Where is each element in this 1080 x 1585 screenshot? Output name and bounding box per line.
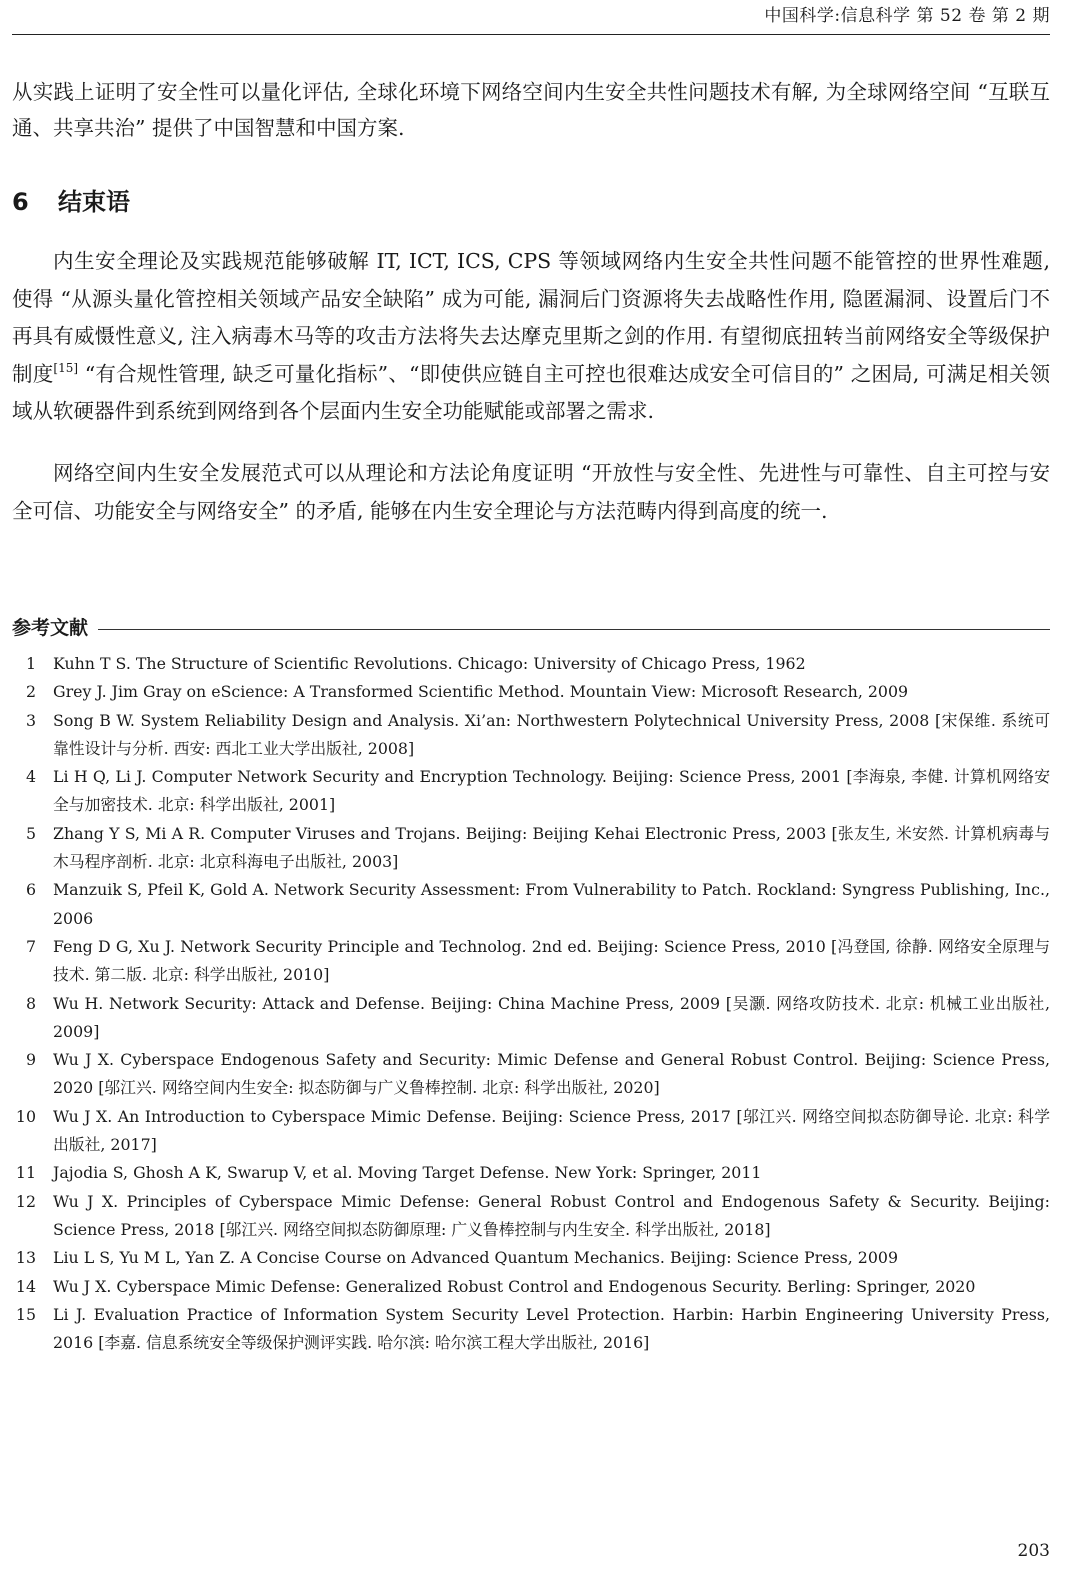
paragraph-text: 内生安全理论及实践规范能够破解 IT, ICT, ICS, CPS 等领域网络内生安全共性问题不能管控的世界性难题, 使得 “从源头量化管控相关领域产品安全缺陷” 成为可能, 漏洞后门资源将失去战略性作用, 隐匿漏洞、设置后门不再具有威慑性意义, 注入病毒木马等的攻击方法将失去达摩克里斯之剑的作用. 有望彻底扭转当前网络安全等级保护制度 — [12, 249, 1050, 386]
reference-text: Li J. Evaluation Practice of Information System Security Level Protection. Harbin: Harbin Engineering University Press, 2016 [李嘉. 信息系统安全等级保护测评实践. 哈尔滨: 哈尔滨工程大学出版社, 2016] — [53, 1304, 1050, 1353]
reference-item — [12, 1159, 1050, 1187]
reference-text: Wu J X. Cyberspace Endogenous Safety and Security: Mimic Defense and General Robust Control. Beijing: Science Press, 2020 [邬江兴. 网络空间内生安全: 拟态防御与广义鲁棒控制. 北京: 科学出版社, 2020] — [53, 1050, 1050, 1098]
references-heading — [12, 608, 1050, 644]
reference-item — [12, 820, 1050, 877]
reference-text: Wu H. Network Security: Attack and Defense. Beijing: China Machine Press, 2009 [吴灏. 网络攻防技术. 北京: 机械工业出版社, 2009] — [53, 993, 1050, 1041]
section-title: 结束语 — [58, 188, 130, 216]
journal-running-head: 中国科学:信息科学 第 52 卷 第 2 期 — [764, 6, 1050, 26]
reference-item — [12, 763, 1050, 820]
reference-text: Feng D G, Xu J. Network Security Principle and Technolog. 2nd ed. Beijing: Science Press, 2010 [冯登国, 徐静. 网络安全原理与技术. 第二版. 北京: 科学出版社, 2010] — [53, 936, 1050, 985]
reference-number: 12 — [15, 1191, 36, 1211]
reference-text: Wu J X. An Introduction to Cyberspace Mimic Defense. Beijing: Science Press, 2017 [邬江兴. 网络空间拟态防御导论. 北京: 科学出版社, 2017] — [53, 1106, 1050, 1155]
reference-number: 10 — [15, 1106, 36, 1126]
running-header — [12, 4, 1050, 35]
reference-item — [12, 1273, 1050, 1301]
reference-item — [12, 1188, 1050, 1245]
reference-number: 11 — [15, 1163, 36, 1183]
reference-text: Song B W. System Reliability Design and Analysis. Xi’an: Northwestern Polytechnical University Press, 2008 [宋保维. 系统可靠性设计与分析. 西安: 西北工业大学出版社, 2008] — [53, 710, 1050, 758]
reference-item — [12, 707, 1050, 764]
reference-text: Wu J X. Cyberspace Mimic Defense: Generalized Robust Control and Endogenous Security. Berling: Springer, 2020 — [53, 1276, 976, 1296]
reference-text: Wu J X. Principles of Cyberspace Mimic Defense: General Robust Control and Endogenous Safety & Security. Beijing: Science Press, 2018 [邬江兴. 网络空间拟态防御原理: 广义鲁棒控制与内生安全. 科学出版社, 2018] — [53, 1191, 1050, 1239]
continuation-paragraph: 从实践上证明了安全性可以量化评估, 全球化环境下网络空间内生安全共性问题技术有解, 为全球网络空间 “互联互通、共享共治” 提供了中国智慧和中国方案. — [12, 80, 1050, 140]
references-rule — [98, 629, 1050, 630]
reference-text: Kuhn T S. The Structure of Scientific Revolutions. Chicago: University of Chicago Press, 1962 — [53, 654, 806, 673]
reference-text: Zhang Y S, Mi A R. Computer Viruses and Trojans. Beijing: Beijing Kehai Electronic Press, 2003 [张友生, 米安然. 计算机病毒与木马程序剖析. 北京: 北京科海电子出版社, 2003] — [53, 823, 1050, 872]
reference-text: Liu L S, Yu M L, Yan Z. A Concise Course on Advanced Quantum Mechanics. Beijing: Science Press, 2009 — [53, 1248, 898, 1268]
reference-text: Grey J. Jim Gray on eScience: A Transformed Scientific Method. Mountain View: Microsoft Research, 2009 — [53, 682, 909, 702]
reference-number: 5 — [25, 823, 36, 843]
reference-number: 7 — [25, 936, 36, 956]
reference-item — [12, 876, 1050, 933]
section-heading — [12, 182, 130, 222]
citation-link[interactable]: [15] — [53, 360, 79, 375]
reference-item — [12, 678, 1050, 706]
reference-item — [12, 1046, 1050, 1103]
reference-number: 13 — [15, 1248, 36, 1268]
section-number: 6 — [12, 188, 29, 216]
reference-number: 6 — [25, 880, 36, 900]
reference-item — [12, 1301, 1050, 1358]
reference-text: Li H Q, Li J. Computer Network Security and Encryption Technology. Beijing: Science Press, 2001 [李海泉, 李健. 计算机网络安全与加密技术. 北京: 科学出版社, 2001] — [53, 767, 1050, 815]
reference-item — [12, 933, 1050, 990]
reference-number: 15 — [15, 1304, 36, 1324]
references-title: 参考文献 — [12, 616, 89, 639]
paragraph-text: “有合规性管理, 缺乏可量化指标”、“即使供应链自主可控也很难达成安全可信目的” 之困局, 可满足相关领域从软硬器件到系统到网络到各个层面内生安全功能赋能或部署之需求. — [12, 361, 1050, 423]
reference-text: Jajodia S, Ghosh A K, Swarup V, et al. Moving Target Defense. New York: Springer, 2011 — [53, 1163, 762, 1183]
reference-item — [12, 650, 1050, 678]
reference-item — [12, 990, 1050, 1047]
reference-number: 1 — [25, 654, 36, 673]
reference-number: 8 — [25, 993, 36, 1013]
reference-text: Manzuik S, Pfeil K, Gold A. Network Security Assessment: From Vulnerability to Patch. Rockland: Syngress Publishing, Inc., 2006 — [53, 880, 1050, 928]
reference-number: 14 — [15, 1276, 36, 1296]
conclusion-paragraph-1 — [12, 243, 1050, 431]
references-list — [12, 650, 1050, 1357]
reference-number: 9 — [25, 1050, 36, 1070]
reference-number: 2 — [25, 682, 36, 702]
reference-number: 3 — [25, 710, 36, 730]
page-number: 203 — [1017, 1541, 1050, 1561]
reference-item — [12, 1103, 1050, 1160]
reference-item — [12, 1244, 1050, 1272]
reference-number: 4 — [25, 767, 36, 787]
conclusion-paragraph-2: 网络空间内生安全发展范式可以从理论和方法论角度证明 “开放性与安全性、先进性与可靠性、自主可控与安全可信、功能安全与网络安全” 的矛盾, 能够在内生安全理论与方法范畴内得到高度的统一. — [12, 461, 1050, 523]
